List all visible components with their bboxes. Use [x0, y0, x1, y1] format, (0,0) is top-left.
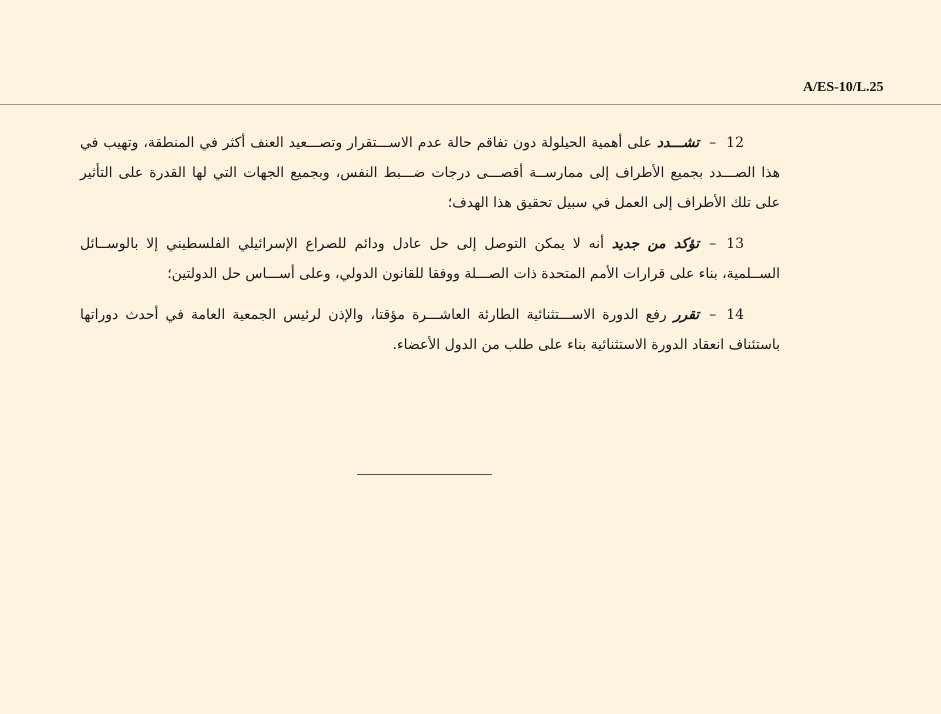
paragraph-12 [80, 128, 780, 218]
paragraph-dash: – [709, 307, 717, 323]
paragraph-number: 12 [726, 135, 744, 151]
operative-verb: تشـــدد [656, 135, 700, 151]
document-body [80, 128, 780, 371]
paragraph-number: 13 [726, 236, 745, 252]
operative-verb: تؤكد من جديد [611, 236, 700, 252]
document-symbol: A/ES-10/L.25 [803, 80, 884, 95]
paragraph-dash: – [709, 236, 717, 252]
paragraph-text: رفع الدورة الاســـتثنائية الطارئة العاشـــرة مؤقتا، والإذن لرئيس الجمعية العامة في أحدث دوراتها باستئناف انعقاد الدورة الاستثنائية بناء على طلب من الدول الأعضاء. [80, 307, 780, 353]
end-of-document-rule [357, 474, 492, 475]
paragraph-13 [80, 229, 780, 289]
paragraph-text: على أهمية الحيلولة دون تفاقم حالة عدم الاســـتقرار وتصـــعيد العنف أكثر في المنطقة، وتهيب في هذا الصـــدد بجميع الأطراف إلى ممارســة أقصـــى درجات ضـــبط النفس، وبجميع الجهات التي لها القدرة على التأثير على تلك الأطراف إلى العمل في سبيل تحقيق هذا الهدف؛ [80, 135, 780, 211]
paragraph-14 [80, 300, 780, 360]
operative-verb: تقرر [673, 307, 700, 323]
paragraph-dash: – [709, 135, 717, 151]
header-rule [0, 104, 941, 105]
paragraph-text: أنه لا يمكن التوصل إلى حل عادل ودائم للصراع الإسرائيلي الفلسطيني إلا بالوســائل الســلمية، بناء على قرارات الأمم المتحدة ذات الصـــلة ووفقا للقانون الدولي، وعلى أســـاس حل الدولتين؛ [80, 236, 780, 282]
paragraph-number: 14 [726, 307, 745, 323]
